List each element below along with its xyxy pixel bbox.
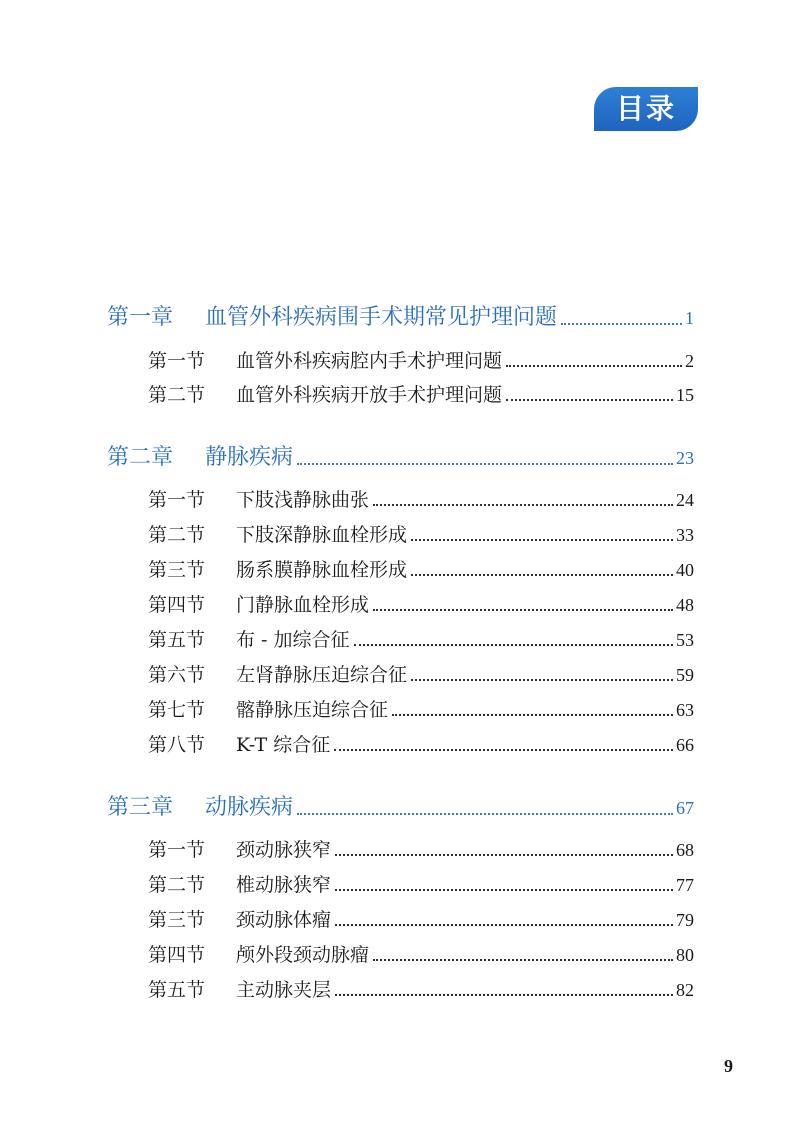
section-page: 48 (676, 595, 694, 615)
section-title: 左肾静脉压迫综合征 (236, 664, 408, 686)
chapter-title: 动脉疾病 (205, 795, 294, 820)
dot-leader (411, 574, 673, 576)
chapter-page: 67 (676, 798, 694, 818)
toc-section[interactable] (148, 380, 694, 407)
section-number: 第四节 (148, 594, 206, 616)
chapter-page: 1 (685, 308, 694, 328)
section-title: 颈动脉狭窄 (236, 839, 332, 861)
section-number: 第五节 (148, 979, 206, 1001)
section-title: 下肢深静脉血栓形成 (236, 524, 408, 546)
section-title: 布 - 加综合征 (236, 629, 350, 651)
dot-leader (373, 504, 673, 506)
section-number: 第一节 (148, 350, 206, 372)
toc-section[interactable] (148, 625, 694, 652)
toc-section[interactable] (148, 695, 694, 722)
section-page: 63 (676, 700, 694, 720)
toc-section[interactable] (148, 940, 694, 967)
section-page: 40 (676, 560, 694, 580)
chapter-number: 第二章 (107, 445, 174, 470)
toc-section[interactable] (148, 520, 694, 547)
section-title: 肠系膜静脉血栓形成 (236, 559, 408, 581)
section-number: 第六节 (148, 664, 206, 686)
section-page: 68 (676, 840, 694, 860)
section-title: 髂静脉压迫综合征 (236, 699, 389, 721)
dot-leader (506, 399, 673, 401)
chapter-page: 23 (676, 448, 694, 468)
section-title: 颈动脉体瘤 (236, 909, 332, 931)
toc-section[interactable] (148, 346, 694, 373)
section-page: 79 (676, 910, 694, 930)
toc-section[interactable] (148, 905, 694, 932)
toc-chapter-1[interactable] (107, 300, 694, 331)
section-title: K-T 综合征 (236, 734, 331, 756)
toc-chapter-3[interactable] (107, 790, 694, 821)
chapter-title: 血管外科疾病围手术期常见护理问题 (205, 305, 558, 330)
dot-leader (335, 924, 673, 926)
dot-leader (335, 889, 673, 891)
section-page: 33 (676, 525, 694, 545)
section-title: 椎动脉狭窄 (236, 874, 332, 896)
chapter-number: 第三章 (107, 795, 174, 820)
section-number: 第八节 (148, 734, 206, 756)
toc-section[interactable] (148, 975, 694, 1002)
toc-section[interactable] (148, 835, 694, 862)
section-number: 第三节 (148, 909, 206, 931)
section-page: 80 (676, 945, 694, 965)
section-number: 第一节 (148, 489, 206, 511)
section-page: 24 (676, 490, 694, 510)
dot-leader (373, 959, 673, 961)
section-number: 第三节 (148, 559, 206, 581)
chapter-title: 静脉疾病 (205, 445, 294, 470)
toc-section[interactable] (148, 590, 694, 617)
section-number: 第五节 (148, 629, 206, 651)
section-page: 82 (676, 980, 694, 1000)
toc-section[interactable] (148, 730, 694, 757)
section-page: 59 (676, 665, 694, 685)
toc-section[interactable] (148, 870, 694, 897)
toc-chapter-2[interactable] (107, 440, 694, 471)
section-number: 第二节 (148, 384, 206, 406)
dot-leader (411, 539, 673, 541)
toc-section[interactable] (148, 660, 694, 687)
dot-leader (335, 854, 673, 856)
dot-leader (297, 813, 673, 815)
page-number: 9 (724, 1056, 733, 1076)
section-title: 门静脉血栓形成 (236, 594, 370, 616)
toc-section[interactable] (148, 555, 694, 582)
section-number: 第一节 (148, 839, 206, 861)
toc-heading-badge: 目录 (594, 87, 698, 131)
dot-leader (335, 994, 673, 996)
dot-leader (334, 749, 673, 751)
section-number: 第二节 (148, 524, 206, 546)
dot-leader (392, 714, 673, 716)
section-page: 2 (685, 351, 694, 371)
section-number: 第四节 (148, 944, 206, 966)
dot-leader (411, 679, 673, 681)
section-title: 下肢浅静脉曲张 (236, 489, 370, 511)
dot-leader (297, 463, 673, 465)
dot-leader (561, 323, 682, 325)
chapter-number: 第一章 (107, 305, 174, 330)
dot-leader (506, 365, 682, 367)
section-title: 血管外科疾病腔内手术护理问题 (236, 350, 503, 372)
toc-section[interactable] (148, 485, 694, 512)
section-title: 血管外科疾病开放手术护理问题 (236, 384, 503, 406)
section-number: 第七节 (148, 699, 206, 721)
section-page: 66 (676, 735, 694, 755)
section-page: 53 (676, 630, 694, 650)
section-title: 颅外段颈动脉瘤 (236, 944, 370, 966)
section-page: 15 (676, 385, 694, 405)
dot-leader (354, 644, 674, 646)
section-title: 主动脉夹层 (236, 979, 332, 1001)
section-number: 第二节 (148, 874, 206, 896)
section-page: 77 (676, 875, 694, 895)
dot-leader (373, 609, 673, 611)
